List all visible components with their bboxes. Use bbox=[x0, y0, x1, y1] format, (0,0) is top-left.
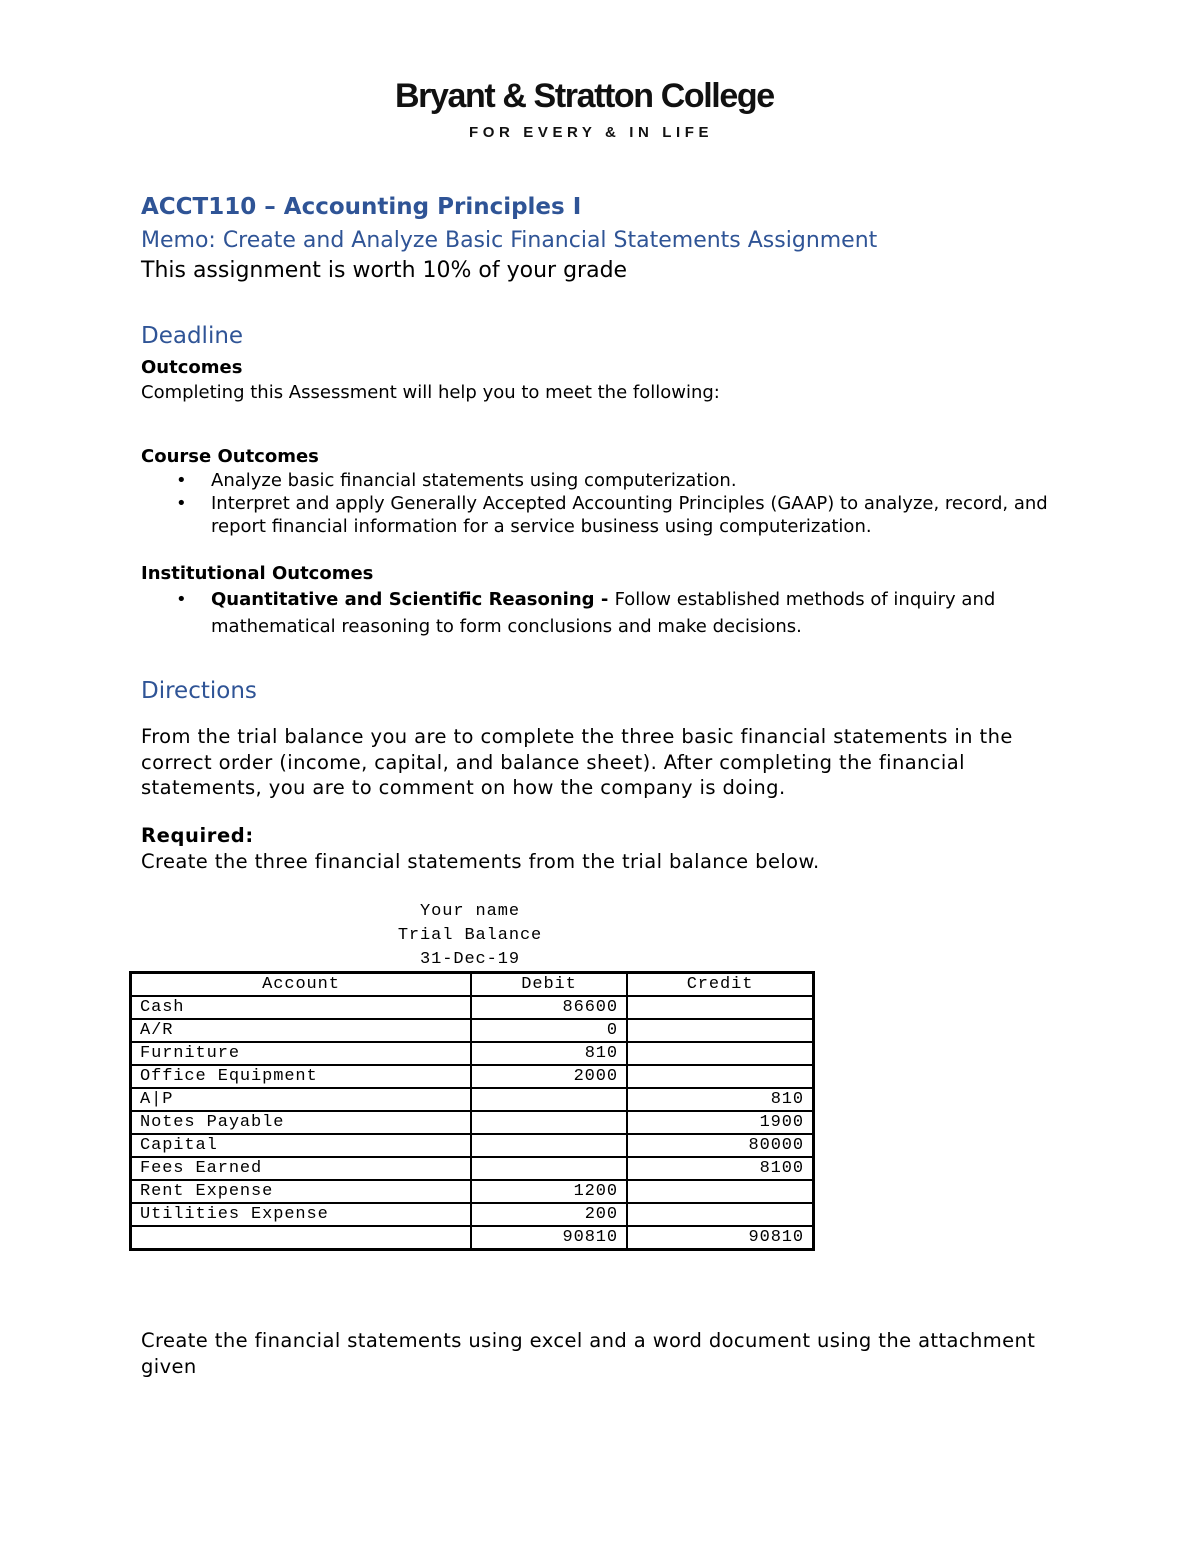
cell-credit: 1900 bbox=[627, 1111, 814, 1134]
table-row bbox=[131, 1065, 814, 1088]
required-text: Create the three financial statements from the trial balance below. bbox=[141, 850, 820, 873]
cell-credit bbox=[627, 1019, 814, 1042]
memo-title: Memo: Create and Analyze Basic Financial Statements Assignment bbox=[141, 228, 878, 253]
cell-credit: 8100 bbox=[627, 1157, 814, 1180]
table-header-row bbox=[131, 973, 814, 997]
logo-name: Bryant & Stratton College bbox=[395, 77, 774, 115]
cell-account: Fees Earned bbox=[131, 1157, 472, 1180]
cell-account bbox=[131, 1226, 472, 1250]
list-item bbox=[141, 469, 1081, 492]
cell-debit: 0 bbox=[471, 1019, 627, 1042]
header-debit: Debit bbox=[471, 973, 627, 997]
cell-credit bbox=[627, 1203, 814, 1226]
cell-credit bbox=[627, 1042, 814, 1065]
list-item-text: Follow established methods of inquiry and mathematical reasoning to form conclusions and make decisions. bbox=[211, 589, 996, 637]
bullet-icon: • bbox=[176, 493, 187, 514]
cell-credit bbox=[627, 996, 814, 1019]
cell-debit: 90810 bbox=[471, 1226, 627, 1250]
trial-balance-title: Trial Balance bbox=[397, 926, 543, 945]
header-credit: Credit bbox=[627, 973, 814, 997]
cell-debit: 200 bbox=[471, 1203, 627, 1226]
table-row bbox=[131, 1157, 814, 1180]
list-item bbox=[141, 586, 1061, 640]
cell-debit bbox=[471, 1088, 627, 1111]
grade-worth: This assignment is worth 10% of your grade bbox=[141, 258, 628, 283]
table-row bbox=[131, 1134, 814, 1157]
institutional-outcomes-list bbox=[141, 586, 1061, 640]
table-row bbox=[131, 1042, 814, 1065]
list-item-bold-text: Quantitative and Scientific Reasoning - bbox=[211, 589, 615, 610]
table-row bbox=[131, 1111, 814, 1134]
table-row bbox=[131, 1180, 814, 1203]
cell-account: Office Equipment bbox=[131, 1065, 472, 1088]
college-logo bbox=[395, 76, 815, 141]
cell-debit bbox=[471, 1111, 627, 1134]
cell-account: A/R bbox=[131, 1019, 472, 1042]
bullet-icon: • bbox=[176, 589, 187, 610]
cell-account: Cash bbox=[131, 996, 472, 1019]
cell-debit: 810 bbox=[471, 1042, 627, 1065]
list-item bbox=[141, 492, 1081, 538]
logo-tagline: FOR EVERY & IN LIFE bbox=[469, 124, 714, 141]
table-row bbox=[131, 1019, 814, 1042]
cell-account: Furniture bbox=[131, 1042, 472, 1065]
trial-balance-table bbox=[129, 971, 815, 1251]
table-row bbox=[131, 996, 814, 1019]
cell-account: Notes Payable bbox=[131, 1111, 472, 1134]
cell-debit bbox=[471, 1134, 627, 1157]
required-heading: Required: bbox=[141, 824, 254, 847]
bullet-icon: • bbox=[176, 470, 187, 491]
course-outcomes-list bbox=[141, 469, 1081, 538]
cell-credit bbox=[627, 1180, 814, 1203]
table-row bbox=[131, 1226, 814, 1250]
deadline-heading: Deadline bbox=[141, 323, 244, 349]
cell-credit: 90810 bbox=[627, 1226, 814, 1250]
trial-balance-date: 31-Dec-19 bbox=[420, 950, 520, 969]
header-account: Account bbox=[131, 973, 472, 997]
institutional-outcomes-heading: Institutional Outcomes bbox=[141, 563, 374, 584]
cell-debit: 2000 bbox=[471, 1065, 627, 1088]
cell-credit bbox=[627, 1065, 814, 1088]
cell-debit bbox=[471, 1157, 627, 1180]
cell-account: Utilities Expense bbox=[131, 1203, 472, 1226]
cell-account: Capital bbox=[131, 1134, 472, 1157]
cell-credit: 80000 bbox=[627, 1134, 814, 1157]
directions-paragraph: From the trial balance you are to complete the three basic financial statements in the correct order (income, capital, and balance sheet). After completing the financial statements, you are to comment on how the company is doing. bbox=[141, 725, 1013, 799]
cell-account: A|P bbox=[131, 1088, 472, 1111]
cell-account: Rent Expense bbox=[131, 1180, 472, 1203]
course-outcomes-heading: Course Outcomes bbox=[141, 446, 319, 467]
table-row bbox=[131, 1088, 814, 1111]
list-item-text: Interpret and apply Generally Accepted Accounting Principles (GAAP) to analyze, record, and report financial information for a service business using computerization. bbox=[211, 493, 1048, 537]
course-title: ACCT110 – Accounting Principles I bbox=[141, 194, 582, 220]
outcomes-heading: Outcomes bbox=[141, 357, 243, 378]
outcomes-intro: Completing this Assessment will help you to meet the following: bbox=[141, 382, 720, 403]
closing-instruction: Create the financial statements using excel and a word document using the attachment given bbox=[141, 1329, 1036, 1378]
list-item-text: Analyze basic financial statements using computerization. bbox=[211, 470, 737, 491]
cell-credit: 810 bbox=[627, 1088, 814, 1111]
cell-debit: 1200 bbox=[471, 1180, 627, 1203]
cell-debit: 86600 bbox=[471, 996, 627, 1019]
trial-balance-body bbox=[131, 996, 814, 1250]
trial-balance-name: Your name bbox=[420, 902, 520, 921]
table-row bbox=[131, 1203, 814, 1226]
directions-heading: Directions bbox=[141, 678, 257, 704]
